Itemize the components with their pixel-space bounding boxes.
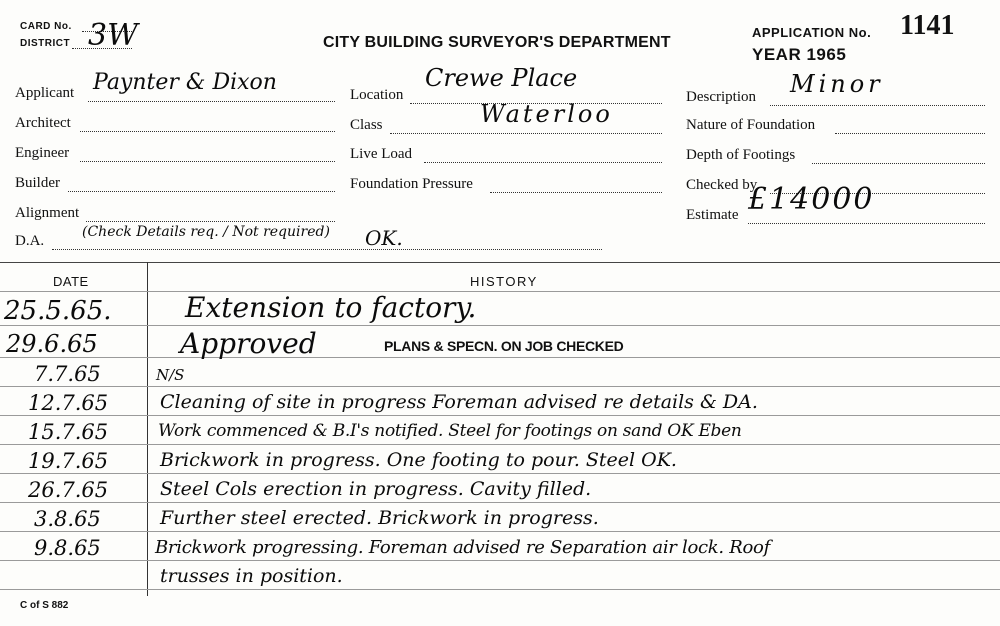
history-rule [0,291,1000,292]
da-value: (Check Details req. / Not required) [82,224,330,240]
checked-by-label: Checked by [686,177,758,193]
alignment-line [86,221,335,222]
history-date: 9.8.65 [34,536,101,560]
history-rule [0,531,1000,532]
history-rule [0,325,1000,326]
year-label: YEAR 1965 [752,45,847,64]
history-top-border [0,262,1000,263]
history-rule [0,502,1000,503]
history-rule [0,589,1000,590]
application-no-value: 1141 [900,10,955,41]
class-line [390,133,662,134]
history-rule [0,357,1000,358]
live-load-label: Live Load [350,146,413,162]
da-line [52,249,602,250]
date-header: DATE [53,274,89,289]
history-entry: Brickwork progressing. Foreman advised re Separation air lock. Roof [155,537,770,558]
estimate-value: £14000 [748,182,875,217]
location-value-2: Waterloo [480,100,613,128]
application-no-label: APPLICATION No. [752,25,872,40]
history-entry: trusses in position. [160,565,343,587]
description-label: Description [686,89,756,105]
history-rule [0,473,1000,474]
applicant-line [88,101,335,102]
engineer-line [80,161,335,162]
depth-of-footings-line [812,163,985,164]
architect-line [80,131,335,132]
history-entry: N/S [156,366,185,384]
form-code: C of S 882 [20,600,69,611]
da-suffix: OK. [365,226,403,250]
builder-line [68,191,335,192]
history-entry: Extension to factory. [185,291,477,324]
history-rule [0,444,1000,445]
history-date: 25.5.65. [4,296,112,326]
estimate-label: Estimate [686,207,739,223]
history-entry: Work commenced & B.I's notified. Steel for footings on sand OK Eben [158,421,742,441]
foundation-pressure-line [490,192,662,193]
architect-label: Architect [15,115,71,131]
location-value: Crewe Place [425,64,578,92]
date-column-divider [147,262,148,596]
location-label: Location [350,87,404,103]
history-date: 29.6.65 [6,330,98,358]
history-rule [0,415,1000,416]
history-rule [0,560,1000,561]
nature-of-foundation-line [835,133,985,134]
description-line [770,105,985,106]
applicant-value: Paynter & Dixon [93,70,277,95]
department-title: CITY BUILDING SURVEYOR'S DEPARTMENT [323,34,671,51]
depth-of-footings-label: Depth of Footings [686,147,796,163]
history-date: 3.8.65 [34,507,101,531]
plans-checked-stamp: PLANS & SPECN. ON JOB CHECKED [384,338,624,354]
builder-label: Builder [15,175,60,191]
history-date: 12.7.65 [28,391,109,415]
description-value: Minor [790,70,884,98]
live-load-line [424,162,662,163]
history-date: 19.7.65 [28,449,109,473]
estimate-line [748,223,985,224]
history-date: 7.7.65 [34,362,101,386]
alignment-label: Alignment [15,205,80,221]
history-entry: Brickwork in progress. One footing to pour. Steel OK. [160,449,677,471]
history-date: 26.7.65 [28,478,109,502]
history-entry: Approved [180,327,317,360]
applicant-label: Applicant [15,85,75,101]
nature-of-foundation-label: Nature of Foundation [686,117,816,133]
history-rule [0,386,1000,387]
da-label: D.A. [15,233,45,249]
card-no-label: CARD No. [20,21,72,32]
history-date: 15.7.65 [28,420,109,444]
district-label: DISTRICT [20,38,71,49]
history-entry: Cleaning of site in progress Foreman advised re details & DA. [160,391,758,413]
history-entry: Further steel erected. Brickwork in progress. [160,507,599,529]
history-header: HISTORY [470,274,538,289]
card-no-value: 3W [88,18,138,53]
history-entry: Steel Cols erection in progress. Cavity filled. [160,478,592,500]
foundation-pressure-label: Foundation Pressure [350,176,473,192]
engineer-label: Engineer [15,145,70,161]
class-label: Class [350,117,383,133]
